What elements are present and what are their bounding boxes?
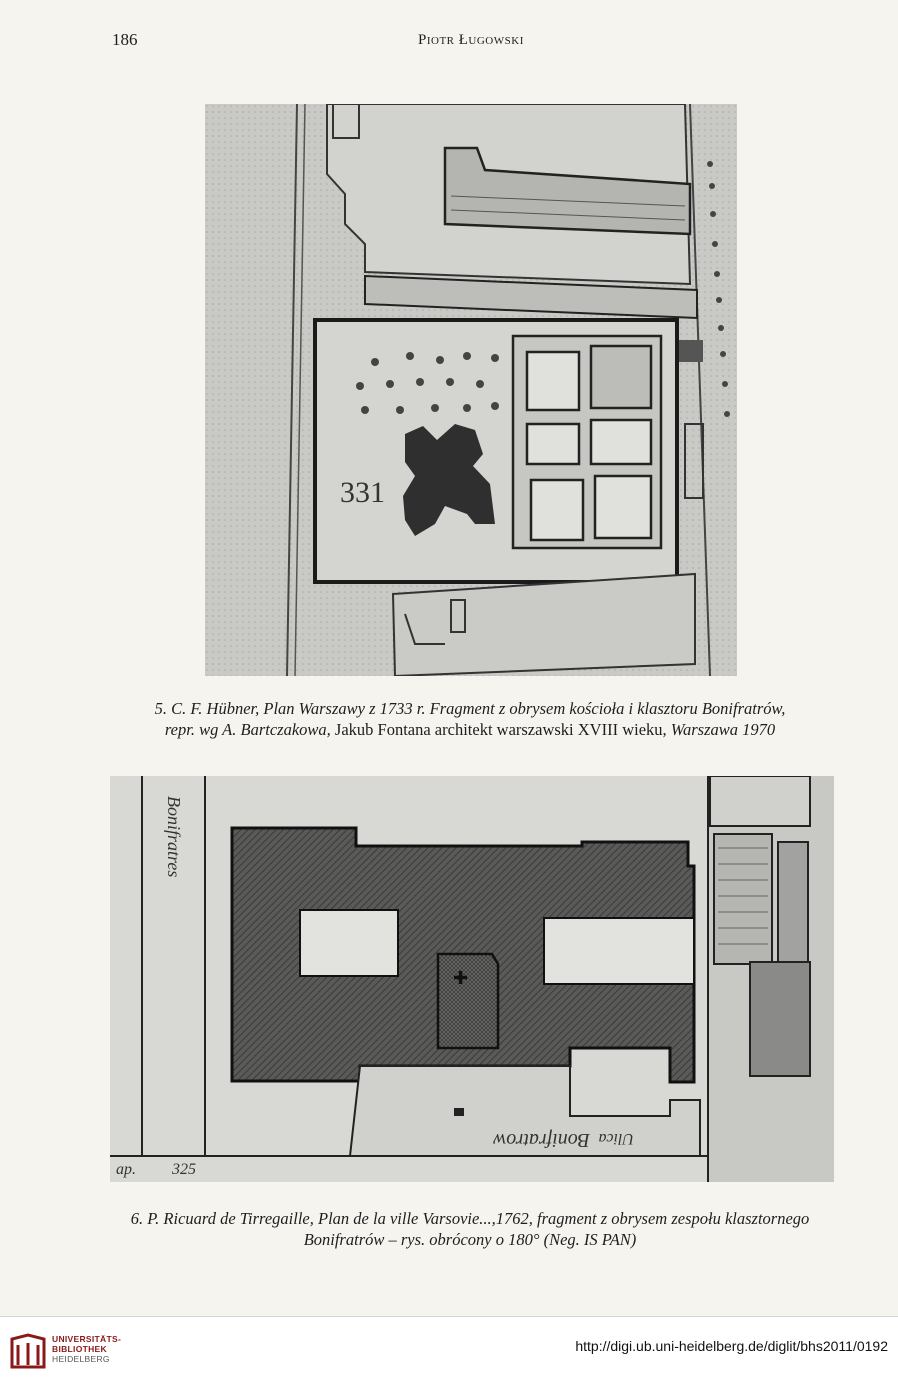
map-number-label: 331: [340, 476, 385, 509]
hubner-plan-image: [205, 104, 737, 676]
street-label-ulica: Ulica: [598, 1130, 634, 1147]
library-name-line1: UNIVERSITÄTS-: [52, 1334, 122, 1344]
ricuard-plan-image: [110, 776, 834, 1182]
svg-text:✚: ✚: [453, 968, 469, 989]
library-name-line2: BIBLIOTHEK: [52, 1344, 107, 1354]
running-head: Piotr Ługowski: [418, 32, 524, 48]
figure-6-caption: [100, 1208, 840, 1250]
figure-5-map: [205, 104, 737, 676]
page-number: 186: [112, 30, 138, 49]
permalink-url[interactable]: http://digi.ub.uni-heidelberg.de/diglit/bhs2011/0192: [575, 1338, 888, 1354]
figure-5-caption-text: 5. C. F. Hübner, Plan Warszawy z 1733 r. Fragment z obrysem kościoła i klasztoru Bonifratrów, repr. wg A. Bartczakowa,: [154, 699, 786, 739]
university-library-logo-icon: [8, 1331, 48, 1371]
street-label-vertical: Bonifratres: [164, 796, 184, 878]
digitization-footer: [0, 1316, 898, 1384]
figure-6-caption-text: 6. P. Ricuard de Tirregaille, Plan de la ville Varsovie...,1762, fragment z obrysem zespołu klasztornego Bonifratrów – rys. obrócony o 180° (Neg. IS PAN): [130, 1209, 810, 1249]
library-name: [52, 1334, 121, 1364]
figure-5-caption-place-year: Warszawa 1970: [670, 720, 776, 739]
svg-text:ap.: ap.: [116, 1161, 136, 1178]
library-name-line3: HEIDELBERG: [52, 1354, 110, 1364]
figure-5-caption-book-title: Jakub Fontana architekt warszawski XVIII wieku,: [334, 720, 667, 739]
street-label-bottom: Bonifratrow: [492, 1129, 590, 1151]
figure-6-map: [110, 776, 834, 1182]
figure-5-caption: [150, 698, 790, 740]
lot-number: 325: [172, 1161, 196, 1178]
